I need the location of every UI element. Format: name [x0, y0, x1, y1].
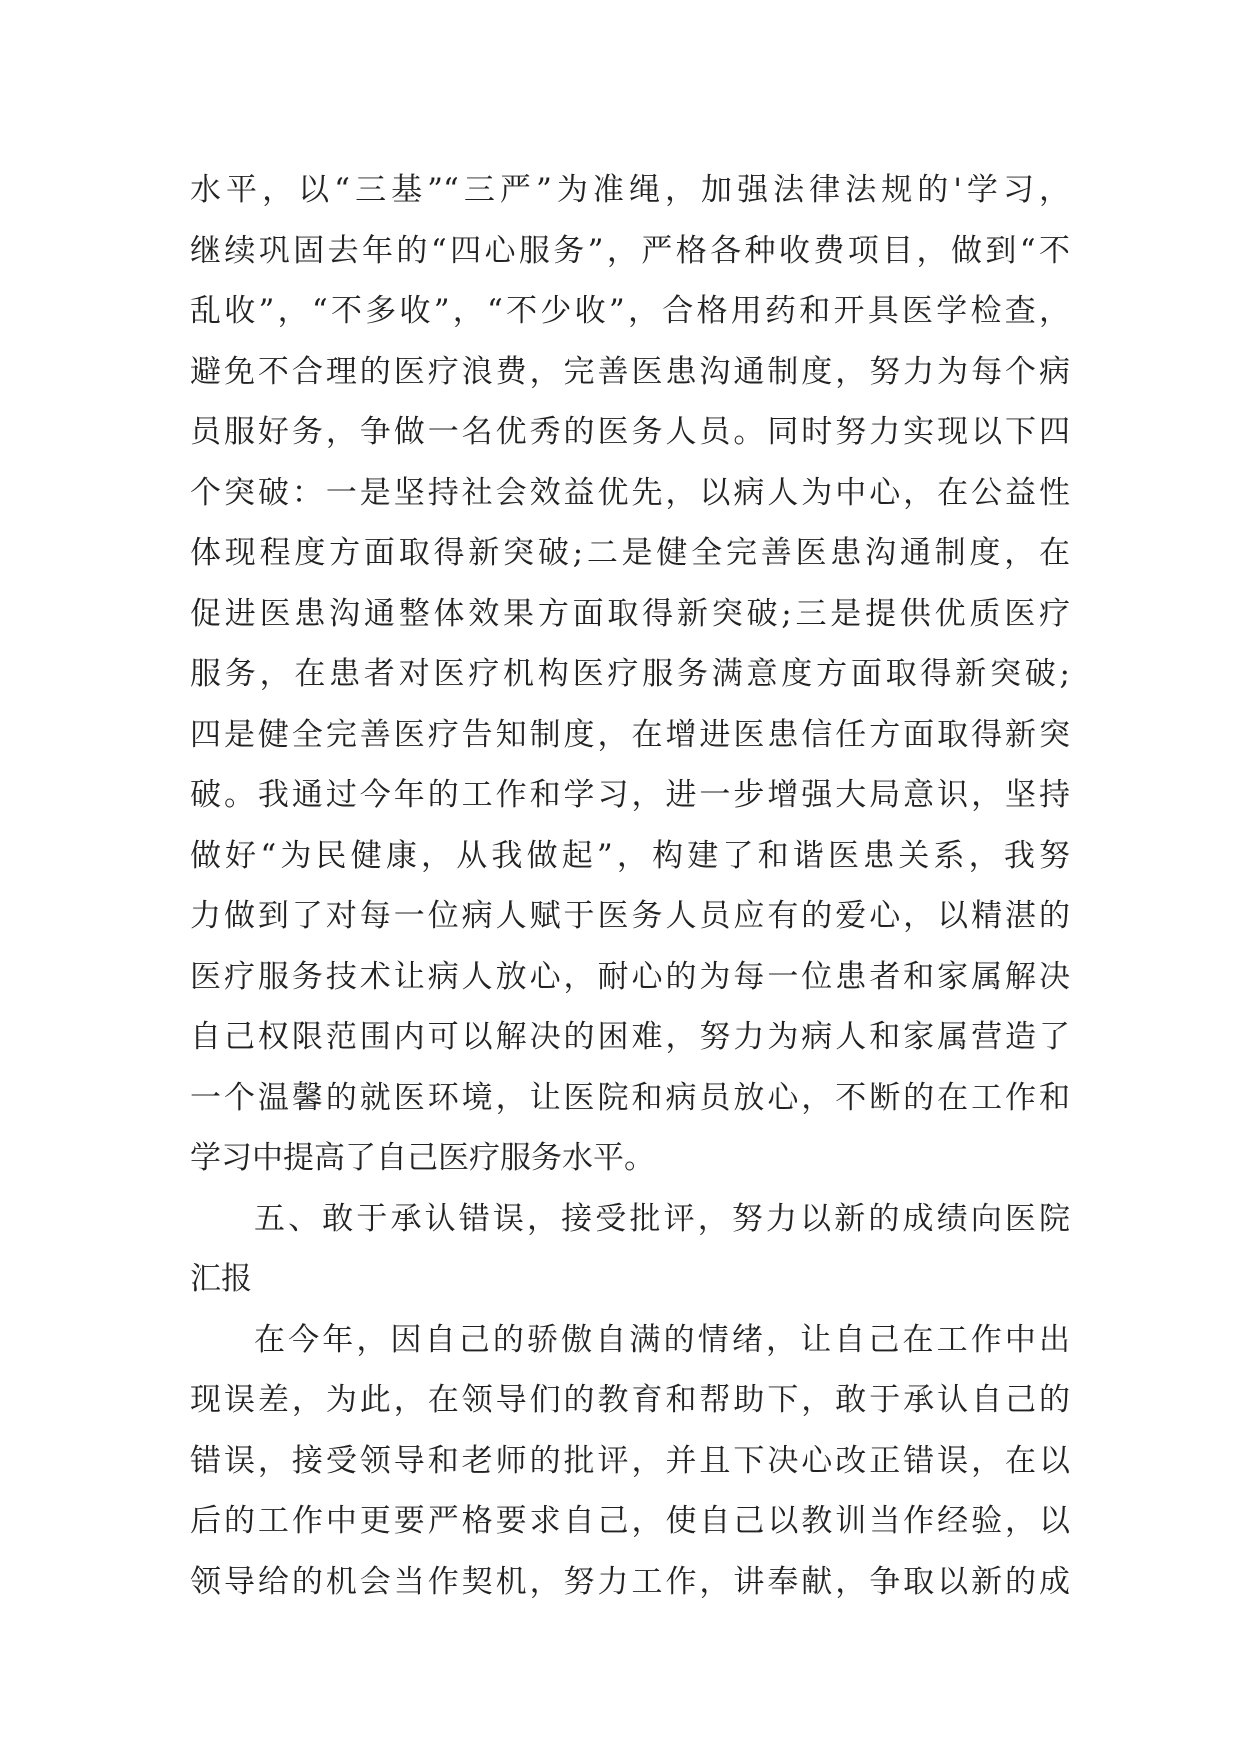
- text-line: 一个温馨的就医环境，让医院和病员放心，不断的在工作和: [190, 1079, 1070, 1116]
- text-line: 服务，在患者对医疗机构医疗服务满意度方面取得新突破;: [190, 656, 1070, 692]
- text-line: 现误差，为此，在领导们的教育和帮助下，敢于承认自己的: [190, 1382, 1070, 1418]
- text-line: 体现程度方面取得新突破;二是健全完善医患沟通制度，在: [190, 535, 1070, 571]
- text-line: 自己权限范围内可以解决的困难，努力为病人和家属营造了: [190, 1019, 1070, 1055]
- text-line: 学习中提高了自己医疗服务水平。: [190, 1140, 655, 1176]
- text-line: 力做到了对每一位病人赋于医务人员应有的爱心，以精湛的: [190, 898, 1070, 934]
- text-line: 避免不合理的医疗浪费，完善医患沟通制度，努力为每个病: [190, 353, 1070, 390]
- section-heading-five: [190, 1189, 1070, 1310]
- text-line: 破。我通过今年的工作和学习，进一步增强大局意识，坚持: [190, 777, 1070, 813]
- paragraph-service-level: [190, 160, 1070, 1189]
- text-line: 做好“为民健康，从我做起”，构建了和谐医患关系，我努: [190, 837, 1070, 874]
- text-line: 错误，接受领导和老师的批评，并且下决心改正错误，在以: [190, 1442, 1070, 1479]
- heading-line: 五、敢于承认错误，接受批评，努力以新的成绩向医院: [254, 1200, 1070, 1237]
- text-line: 医疗服务技术让病人放心，耐心的为每一位患者和家属解决: [190, 958, 1070, 995]
- text-line: 四是健全完善医疗告知制度，在增进医患信任方面取得新突: [190, 716, 1070, 753]
- text-line: 在今年，因自己的骄傲自满的情绪，让自己在工作中出: [254, 1321, 1070, 1358]
- paragraph-admit-mistakes: [190, 1310, 1070, 1613]
- text-line: 促进医患沟通整体效果方面取得新突破;三是提供优质医疗: [190, 595, 1070, 632]
- document-body: [190, 160, 1070, 1612]
- text-line: 继续巩固去年的“四心服务”，严格各种收费项目，做到“不: [190, 232, 1070, 269]
- text-line: 个突破：一是坚持社会效益优先，以病人为中心，在公益性: [190, 474, 1070, 511]
- text-line: 水平，以“三基”“三严”为准绳，加强法律法规的'学习，: [190, 172, 1070, 208]
- heading-line: 汇报: [190, 1261, 252, 1297]
- text-line: 员服好务，争做一名优秀的医务人员。同时努力实现以下四: [190, 414, 1070, 450]
- text-line: 领导给的机会当作契机，努力工作，讲奉献，争取以新的成: [190, 1563, 1070, 1600]
- text-line: 后的工作中更要严格要求自己，使自己以教训当作经验，以: [190, 1503, 1070, 1539]
- text-line: 乱收”，“不多收”，“不少收”，合格用药和开具医学检查，: [190, 293, 1070, 329]
